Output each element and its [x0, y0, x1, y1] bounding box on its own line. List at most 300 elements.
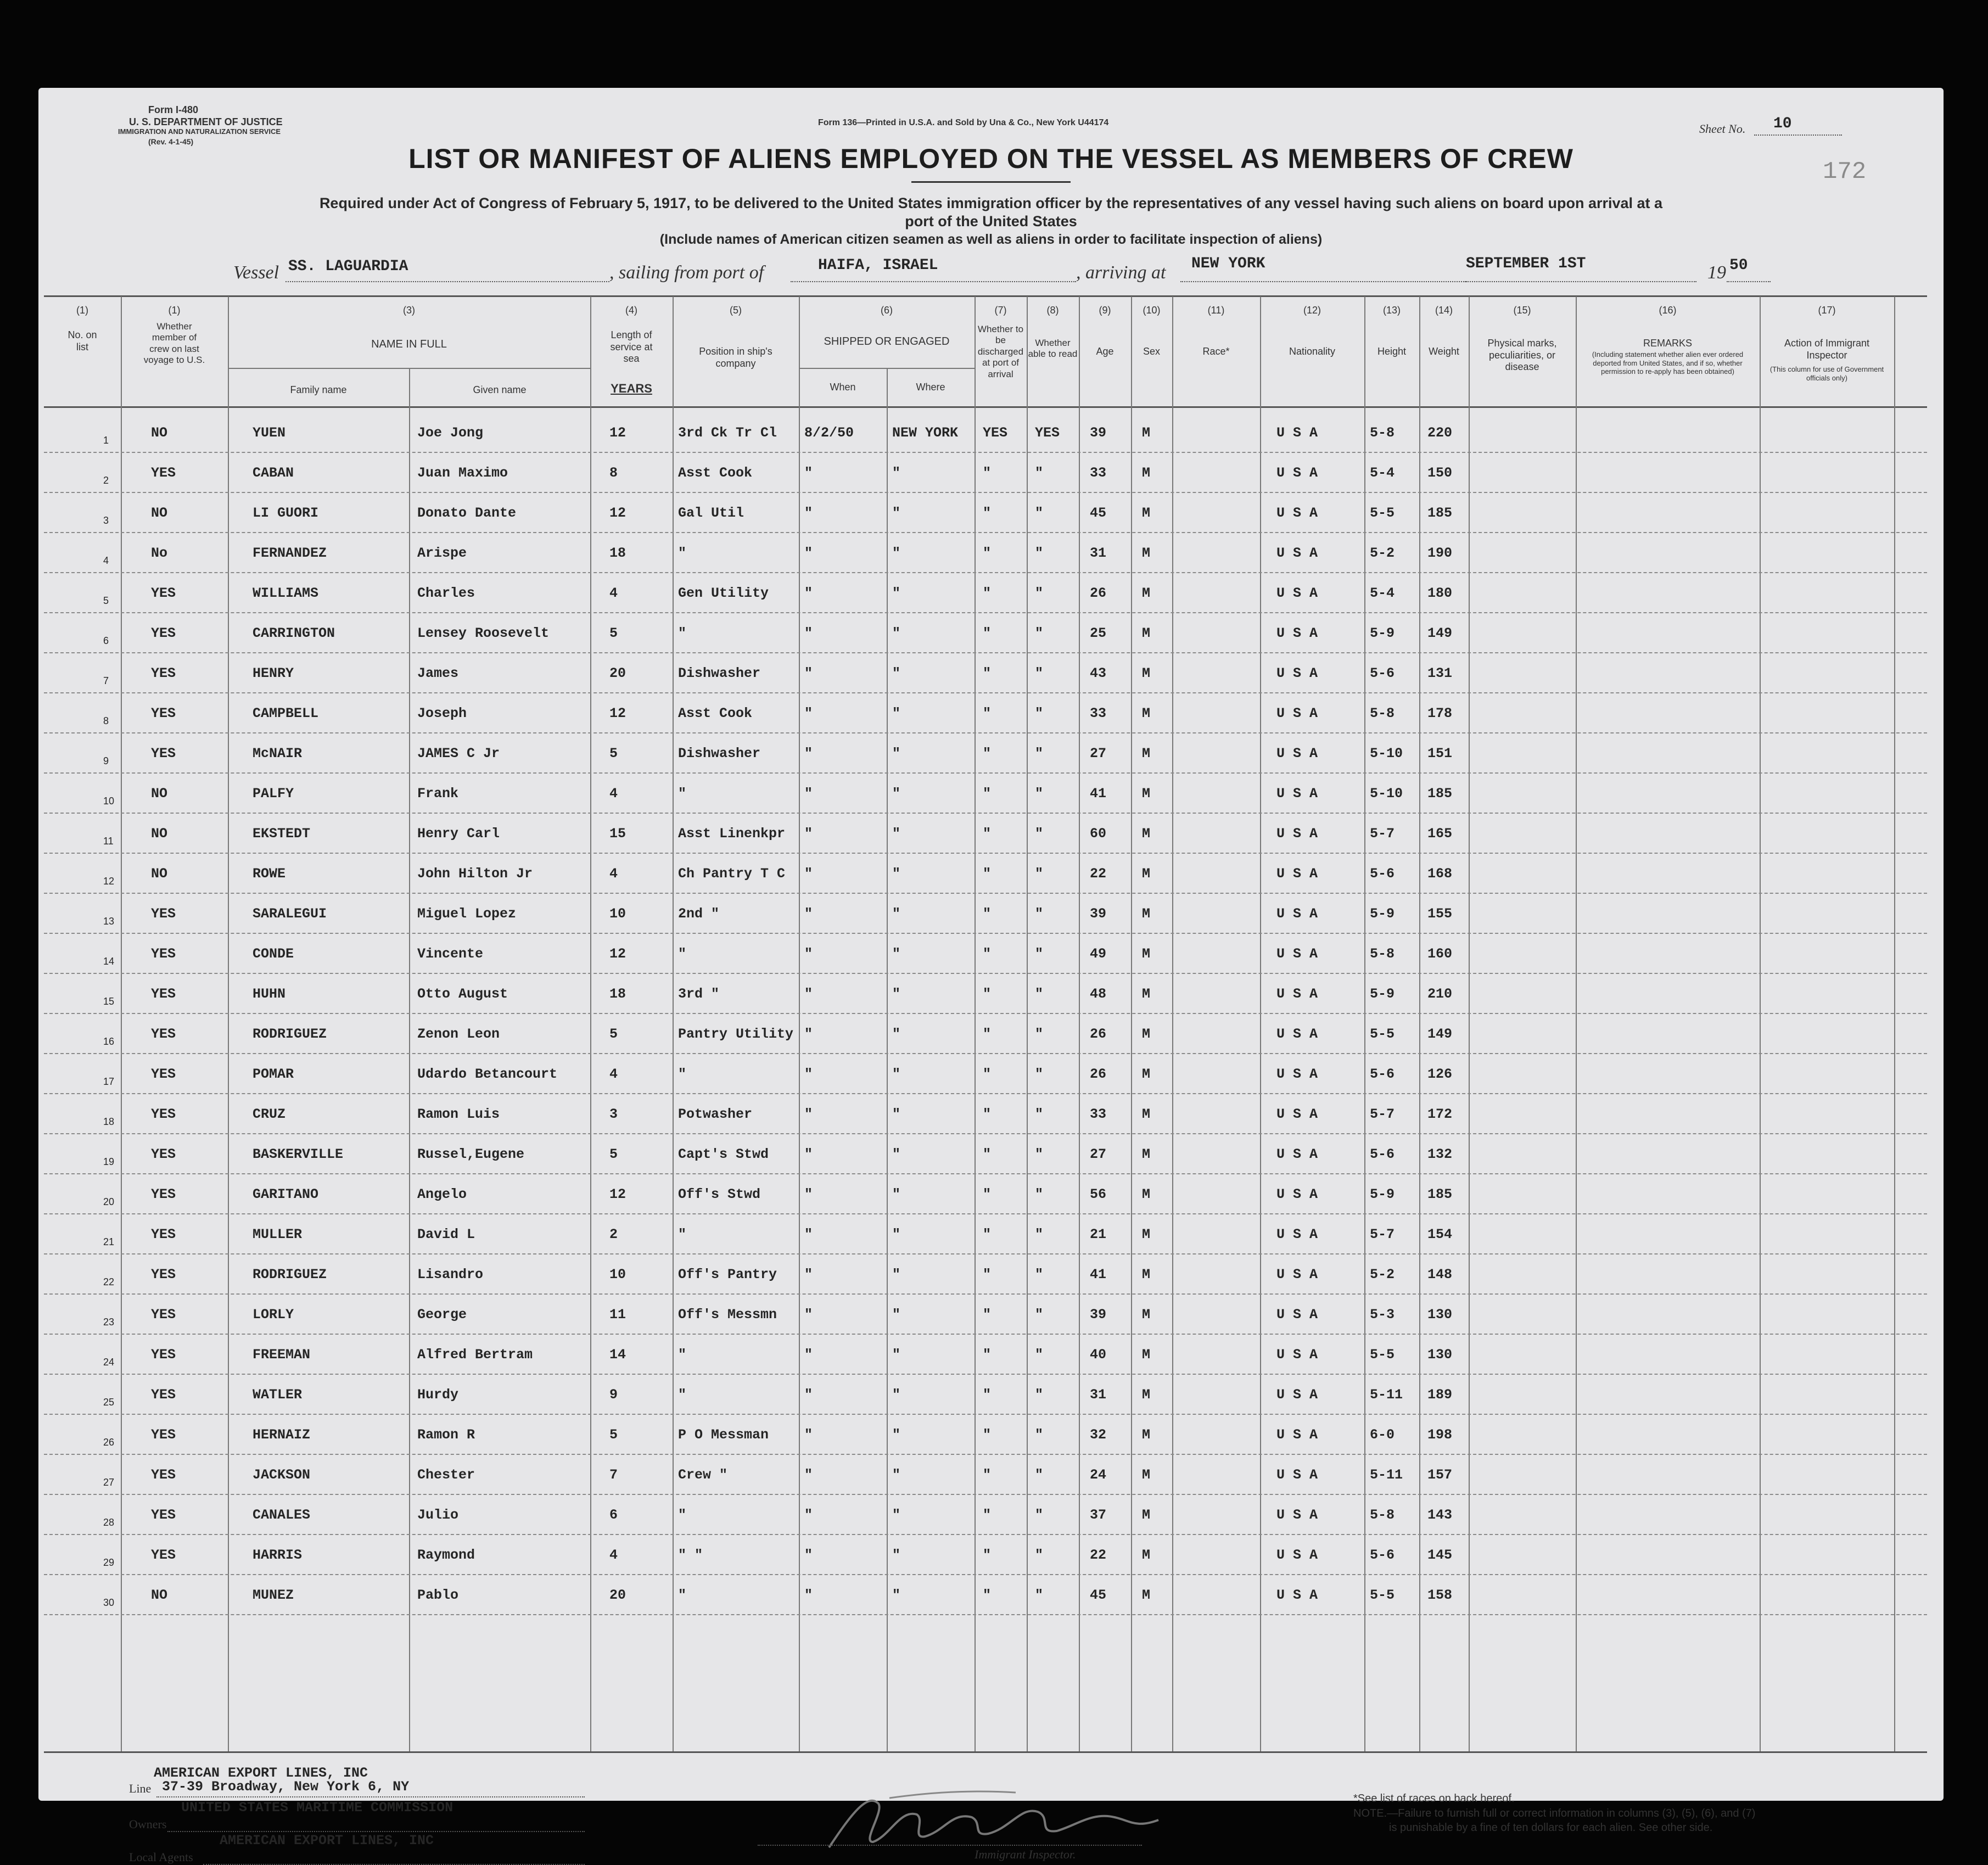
height-cell: 5-7	[1370, 1226, 1395, 1242]
family-name-cell: GARITANO	[253, 1186, 319, 1202]
sex-cell: M	[1142, 1587, 1151, 1603]
row-number: 7	[103, 675, 109, 686]
header-action-detail: (This column for use of Government officials only)	[1769, 365, 1884, 382]
sex-cell: M	[1142, 465, 1151, 481]
shipped-when-cell: "	[804, 1347, 813, 1363]
sex-cell: M	[1142, 705, 1151, 721]
position-cell: Pantry Utility	[678, 1026, 794, 1042]
shipped-when-cell: "	[804, 1267, 813, 1282]
discharged-cell: "	[983, 1186, 992, 1202]
header-action-inspector: Action of Immigrant Inspector	[1784, 338, 1870, 361]
table-row	[44, 1494, 1927, 1535]
years-service-cell: 7	[609, 1467, 618, 1483]
able-to-read-cell: "	[1035, 1106, 1044, 1122]
table-top-rule	[44, 295, 1927, 297]
row-number: 23	[103, 1317, 115, 1328]
last-voyage-cell: YES	[151, 1066, 176, 1082]
shipped-when-cell: 8/2/50	[804, 425, 854, 441]
years-service-cell: 12	[609, 705, 626, 721]
given-name-cell: John Hilton Jr	[417, 866, 533, 882]
years-service-cell: 5	[609, 1026, 618, 1042]
nationality-cell: U S A	[1276, 545, 1318, 561]
weight-cell: 126	[1427, 1066, 1453, 1082]
able-to-read-cell: "	[1035, 545, 1044, 561]
discharged-cell: "	[983, 826, 992, 842]
sex-cell: M	[1142, 1026, 1151, 1042]
shipped-where-cell: "	[892, 465, 901, 481]
family-name-cell: CANALES	[253, 1507, 311, 1523]
weight-cell: 155	[1427, 906, 1453, 922]
sex-cell: M	[1142, 1387, 1151, 1403]
year-line	[1727, 281, 1771, 282]
shipped-where-cell: "	[892, 1587, 901, 1603]
shipped-when-cell: "	[804, 1186, 813, 1202]
weight-cell: 149	[1427, 625, 1453, 641]
shipped-where-cell: "	[892, 1026, 901, 1042]
weight-cell: 131	[1427, 665, 1453, 681]
age-cell: 40	[1090, 1347, 1107, 1363]
age-cell: 49	[1090, 946, 1107, 962]
manifest-sheet	[38, 88, 1944, 1864]
given-name-cell: Joseph	[417, 705, 467, 721]
family-name-cell: FERNANDEZ	[253, 545, 327, 561]
required-line-3: (Include names of American citizen seamen as well as aliens in order to facilitate inspection of aliens)	[659, 232, 1323, 247]
height-cell: 5-3	[1370, 1307, 1395, 1323]
family-name-cell: CARRINGTON	[253, 625, 335, 641]
given-name-cell: Udardo Betancourt	[417, 1066, 558, 1082]
arrival-port: NEW YORK	[1191, 255, 1265, 272]
discharged-cell: "	[983, 465, 992, 481]
header-race: Race*	[1202, 346, 1230, 357]
row-number: 21	[103, 1236, 115, 1247]
height-cell: 5-7	[1370, 826, 1395, 842]
row-number: 15	[103, 996, 115, 1007]
row-number: 6	[103, 635, 109, 646]
height-cell: 6-0	[1370, 1427, 1395, 1443]
discharged-cell: "	[983, 705, 992, 721]
header-length-service: Length of service at sea	[610, 329, 653, 365]
weight-cell: 149	[1427, 1026, 1453, 1042]
position-cell: Gen Utility	[678, 585, 769, 601]
given-name-cell: Otto August	[417, 986, 508, 1002]
given-name-cell: Chester	[417, 1467, 475, 1483]
shipped-where-cell: "	[892, 1186, 901, 1202]
height-cell: 5-5	[1370, 1347, 1395, 1363]
age-cell: 48	[1090, 986, 1107, 1002]
table-row	[44, 492, 1927, 533]
shipped-where-cell: "	[892, 826, 901, 842]
able-to-read-cell: "	[1035, 826, 1044, 842]
age-cell: 41	[1090, 1267, 1107, 1282]
discharged-cell: YES	[983, 425, 1008, 441]
last-voyage-cell: YES	[151, 585, 176, 601]
height-cell: 5-7	[1370, 1106, 1395, 1122]
position-cell: Off's Pantry	[678, 1267, 777, 1282]
discharged-cell: "	[983, 1066, 992, 1082]
nationality-cell: U S A	[1276, 1026, 1318, 1042]
weight-cell: 220	[1427, 425, 1453, 441]
years-service-cell: 10	[609, 1267, 626, 1282]
given-name-cell: Zenon Leon	[417, 1026, 500, 1042]
shipped-where-cell: "	[892, 1427, 901, 1443]
height-cell: 5-8	[1370, 946, 1395, 962]
last-voyage-cell: YES	[151, 1507, 176, 1523]
sex-cell: M	[1142, 906, 1151, 922]
table-row	[44, 973, 1927, 1014]
nationality-cell: U S A	[1276, 465, 1318, 481]
position-cell: Off's Messmn	[678, 1307, 777, 1323]
nationality-cell: U S A	[1276, 1467, 1318, 1483]
discharged-cell: "	[983, 665, 992, 681]
nationality-cell: U S A	[1276, 1587, 1318, 1603]
age-cell: 45	[1090, 1587, 1107, 1603]
family-name-cell: CAMPBELL	[253, 705, 319, 721]
row-number: 25	[103, 1397, 115, 1408]
able-to-read-cell: YES	[1035, 425, 1060, 441]
shipped-where-cell: "	[892, 1467, 901, 1483]
discharged-cell: "	[983, 1467, 992, 1483]
position-cell: "	[678, 625, 687, 641]
page-stamp: 172	[1823, 158, 1867, 186]
row-number: 29	[103, 1557, 115, 1568]
given-name-cell: Joe Jong	[417, 425, 484, 441]
col-num: (4)	[625, 305, 637, 316]
position-cell: "	[678, 1226, 687, 1242]
nationality-cell: U S A	[1276, 986, 1318, 1002]
shipped-where-cell: "	[892, 906, 901, 922]
discharged-cell: "	[983, 1507, 992, 1523]
last-voyage-cell: NO	[151, 826, 168, 842]
weight-cell: 189	[1427, 1387, 1453, 1403]
years-service-cell: 2	[609, 1226, 618, 1242]
shipped-where-cell: "	[892, 545, 901, 561]
years-service-cell: 12	[609, 505, 626, 521]
height-cell: 5-6	[1370, 1066, 1395, 1082]
position-cell: "	[678, 1507, 687, 1523]
row-number: 26	[103, 1437, 115, 1448]
table-row	[44, 893, 1927, 934]
age-cell: 26	[1090, 1066, 1107, 1082]
able-to-read-cell: "	[1035, 1587, 1044, 1603]
position-cell: "	[678, 1587, 687, 1603]
last-voyage-cell: YES	[151, 1106, 176, 1122]
height-cell: 5-6	[1370, 866, 1395, 882]
given-name-cell: Russel,Eugene	[417, 1146, 525, 1162]
header-name-in-full: NAME IN FULL	[371, 338, 447, 350]
col-num: (10)	[1143, 305, 1161, 316]
header-sex: Sex	[1143, 346, 1161, 357]
weight-cell: 180	[1427, 585, 1453, 601]
table-row	[44, 1133, 1927, 1174]
weight-cell: 145	[1427, 1547, 1453, 1563]
table-row	[44, 772, 1927, 814]
table-row	[44, 1213, 1927, 1254]
weight-cell: 160	[1427, 946, 1453, 962]
nationality-cell: U S A	[1276, 585, 1318, 601]
position-cell: P O Messman	[678, 1427, 769, 1443]
discharged-cell: "	[983, 1587, 992, 1603]
table-row	[44, 1173, 1927, 1214]
header-nationality: Nationality	[1289, 346, 1336, 357]
col-num: (12)	[1303, 305, 1321, 316]
last-voyage-cell: YES	[151, 1186, 176, 1202]
row-number: 30	[103, 1597, 115, 1608]
shipped-where-cell: "	[892, 986, 901, 1002]
age-cell: 26	[1090, 585, 1107, 601]
row-number: 3	[103, 515, 109, 526]
years-service-cell: 18	[609, 986, 626, 1002]
years-service-cell: 20	[609, 1587, 626, 1603]
given-name-cell: Pablo	[417, 1587, 459, 1603]
vessel-line	[285, 281, 609, 282]
position-cell: "	[678, 1387, 687, 1403]
discharged-cell: "	[983, 986, 992, 1002]
given-name-cell: Arispe	[417, 545, 467, 561]
owners-value: UNITED STATES MARITIME COMMISSION	[181, 1800, 453, 1816]
able-to-read-cell: "	[1035, 585, 1044, 601]
weight-cell: 132	[1427, 1146, 1453, 1162]
table-bottom-rule	[44, 1751, 1927, 1753]
nationality-cell: U S A	[1276, 425, 1318, 441]
col-num: (1)	[168, 305, 181, 316]
family-name-cell: LORLY	[253, 1307, 294, 1323]
nationality-cell: U S A	[1276, 1106, 1318, 1122]
shipped-where-cell: "	[892, 705, 901, 721]
able-to-read-cell: "	[1035, 1026, 1044, 1042]
discharged-cell: "	[983, 1106, 992, 1122]
nationality-cell: U S A	[1276, 665, 1318, 681]
last-voyage-cell: YES	[151, 1387, 176, 1403]
shipped-where-cell: "	[892, 746, 901, 761]
col-num: (6)	[881, 305, 893, 316]
weight-cell: 154	[1427, 1226, 1453, 1242]
able-to-read-cell: "	[1035, 906, 1044, 922]
sex-cell: M	[1142, 1267, 1151, 1282]
last-voyage-cell: NO	[151, 425, 168, 441]
family-name-cell: WATLER	[253, 1387, 303, 1403]
last-voyage-cell: No	[151, 545, 168, 561]
table-row	[44, 853, 1927, 894]
height-cell: 5-9	[1370, 906, 1395, 922]
age-cell: 39	[1090, 906, 1107, 922]
height-cell: 5-10	[1370, 746, 1403, 761]
inspector-rule	[758, 1845, 1142, 1846]
weight-cell: 185	[1427, 1186, 1453, 1202]
weight-cell: 172	[1427, 1106, 1453, 1122]
weight-cell: 130	[1427, 1347, 1453, 1363]
row-number: 14	[103, 956, 115, 967]
height-cell: 5-11	[1370, 1387, 1403, 1403]
last-voyage-cell: YES	[151, 1547, 176, 1563]
shipped-when-cell: "	[804, 1467, 813, 1483]
vessel-label: Vessel	[233, 262, 279, 283]
years-service-cell: 4	[609, 786, 618, 802]
row-number: 28	[103, 1517, 115, 1528]
family-name-cell: FREEMAN	[253, 1347, 311, 1363]
years-service-cell: 12	[609, 1186, 626, 1202]
position-cell: Gal Util	[678, 505, 744, 521]
row-number: 10	[103, 796, 115, 807]
shipped-where-cell: "	[892, 786, 901, 802]
table-row	[44, 813, 1927, 854]
years-service-cell: 4	[609, 866, 618, 882]
sex-cell: M	[1142, 425, 1151, 441]
years-service-cell: 9	[609, 1387, 618, 1403]
height-cell: 5-2	[1370, 545, 1395, 561]
last-voyage-cell: YES	[151, 1467, 176, 1483]
position-cell: Crew "	[678, 1467, 728, 1483]
shipped-when-cell: "	[804, 665, 813, 681]
age-cell: 56	[1090, 1186, 1107, 1202]
weight-cell: 165	[1427, 826, 1453, 842]
age-cell: 33	[1090, 705, 1107, 721]
col-num: (5)	[730, 305, 742, 316]
sex-cell: M	[1142, 1066, 1151, 1082]
races-note: *See list of races on back hereof.	[1353, 1793, 1515, 1805]
discharged-cell: "	[983, 585, 992, 601]
discharged-cell: "	[983, 1427, 992, 1443]
table-row	[44, 1334, 1927, 1375]
table-row	[44, 412, 1927, 453]
able-to-read-cell: "	[1035, 465, 1044, 481]
last-voyage-cell: YES	[151, 465, 176, 481]
table-row	[44, 1574, 1927, 1615]
col-num: (1)	[76, 305, 88, 316]
shipped-when-cell: "	[804, 906, 813, 922]
sex-cell: M	[1142, 665, 1151, 681]
last-voyage-cell: NO	[151, 786, 168, 802]
header-physical-marks: Physical marks, peculiarities, or disease	[1487, 338, 1557, 373]
given-name-cell: Angelo	[417, 1186, 467, 1202]
table-row	[44, 1253, 1927, 1295]
penalty-note: NOTE.—Failure to furnish full or correct information in columns (3), (5), (6), and (7)	[1353, 1807, 1756, 1819]
col-num: (15)	[1513, 305, 1531, 316]
age-cell: 39	[1090, 425, 1107, 441]
given-name-cell: James	[417, 665, 459, 681]
family-name-cell: POMAR	[253, 1066, 294, 1082]
nationality-cell: U S A	[1276, 786, 1318, 802]
age-cell: 24	[1090, 1467, 1107, 1483]
sheet-label: Sheet No.	[1699, 122, 1746, 136]
nationality-cell: U S A	[1276, 625, 1318, 641]
family-name-cell: SARALEGUI	[253, 906, 327, 922]
header-years: YEARS	[611, 382, 652, 395]
sheet-number-line	[1754, 135, 1842, 136]
age-cell: 33	[1090, 465, 1107, 481]
given-name-cell: Charles	[417, 585, 475, 601]
arrival-date: SEPTEMBER 1ST	[1466, 255, 1586, 272]
row-number: 18	[103, 1116, 115, 1127]
position-cell: Asst Cook	[678, 705, 753, 721]
age-cell: 27	[1090, 1146, 1107, 1162]
height-cell: 5-4	[1370, 465, 1395, 481]
family-name-cell: HARRIS	[253, 1547, 303, 1563]
years-service-cell: 5	[609, 1146, 618, 1162]
discharged-cell: "	[983, 625, 992, 641]
weight-cell: 148	[1427, 1267, 1453, 1282]
sex-cell: M	[1142, 786, 1151, 802]
table-row	[44, 692, 1927, 733]
agents-label: Local Agents	[129, 1850, 193, 1864]
shipped-where-cell: "	[892, 946, 901, 962]
header-position: Position in ship's company	[699, 346, 772, 369]
shipped-where-cell: "	[892, 625, 901, 641]
age-cell: 33	[1090, 1106, 1107, 1122]
last-voyage-cell: YES	[151, 1146, 176, 1162]
last-voyage-cell: YES	[151, 1026, 176, 1042]
sex-cell: M	[1142, 826, 1151, 842]
discharged-cell: "	[983, 1026, 992, 1042]
given-name-cell: JAMES C Jr	[417, 746, 500, 761]
table-row	[44, 1293, 1927, 1335]
nationality-cell: U S A	[1276, 1307, 1318, 1323]
last-voyage-cell: YES	[151, 1347, 176, 1363]
table-row	[44, 732, 1927, 774]
family-name-cell: EKSTEDT	[253, 826, 311, 842]
family-name-cell: RODRIGUEZ	[253, 1026, 327, 1042]
years-service-cell: 5	[609, 746, 618, 761]
required-line-2: port of the United States	[905, 213, 1077, 229]
row-number: 19	[103, 1156, 115, 1167]
shipped-when-cell: "	[804, 826, 813, 842]
header-family-name: Family name	[290, 384, 347, 395]
row-number: 1	[103, 435, 109, 446]
header-discharged: Whether to be discharged at port of arrival	[977, 324, 1024, 379]
shipped-where-cell: "	[892, 1106, 901, 1122]
last-voyage-cell: NO	[151, 866, 168, 882]
given-name-cell: Raymond	[417, 1547, 475, 1563]
row-number: 22	[103, 1276, 115, 1287]
shipped-where-cell: "	[892, 1267, 901, 1282]
position-cell: Off's Stwd	[678, 1186, 761, 1202]
nationality-cell: U S A	[1276, 866, 1318, 882]
form-id-line2: U. S. DEPARTMENT OF JUSTICE	[129, 116, 283, 127]
shipped-when-cell: "	[804, 1427, 813, 1443]
last-voyage-cell: YES	[151, 986, 176, 1002]
shipped-where-cell: "	[892, 665, 901, 681]
sex-cell: M	[1142, 1427, 1151, 1443]
height-cell: 5-10	[1370, 786, 1403, 802]
weight-cell: 210	[1427, 986, 1453, 1002]
table-row	[44, 1093, 1927, 1134]
position-cell: "	[678, 1066, 687, 1082]
sex-cell: M	[1142, 946, 1151, 962]
nationality-cell: U S A	[1276, 1507, 1318, 1523]
age-cell: 43	[1090, 665, 1107, 681]
discharged-cell: "	[983, 1307, 992, 1323]
sex-cell: M	[1142, 1186, 1151, 1202]
weight-cell: 158	[1427, 1587, 1453, 1603]
table-row	[44, 1374, 1927, 1415]
discharged-cell: "	[983, 1226, 992, 1242]
year-suffix: 50	[1729, 257, 1748, 274]
shipped-when-cell: "	[804, 866, 813, 882]
penalty-note-2: is punishable by a fine of ten dollars for each alien. See other side.	[1389, 1822, 1713, 1834]
last-voyage-cell: YES	[151, 705, 176, 721]
header-bottom-rule	[44, 406, 1927, 408]
vessel-name: SS. LAGUARDIA	[288, 258, 408, 275]
position-cell: 3rd "	[678, 986, 720, 1002]
able-to-read-cell: "	[1035, 746, 1044, 761]
name-subrule	[228, 368, 590, 369]
position-cell: "	[678, 1347, 687, 1363]
sex-cell: M	[1142, 1307, 1151, 1323]
years-service-cell: 12	[609, 425, 626, 441]
height-cell: 5-6	[1370, 665, 1395, 681]
position-cell: Capt's Stwd	[678, 1146, 769, 1162]
given-name-cell: Juan Maximo	[417, 465, 508, 481]
family-name-cell: CABAN	[253, 465, 294, 481]
